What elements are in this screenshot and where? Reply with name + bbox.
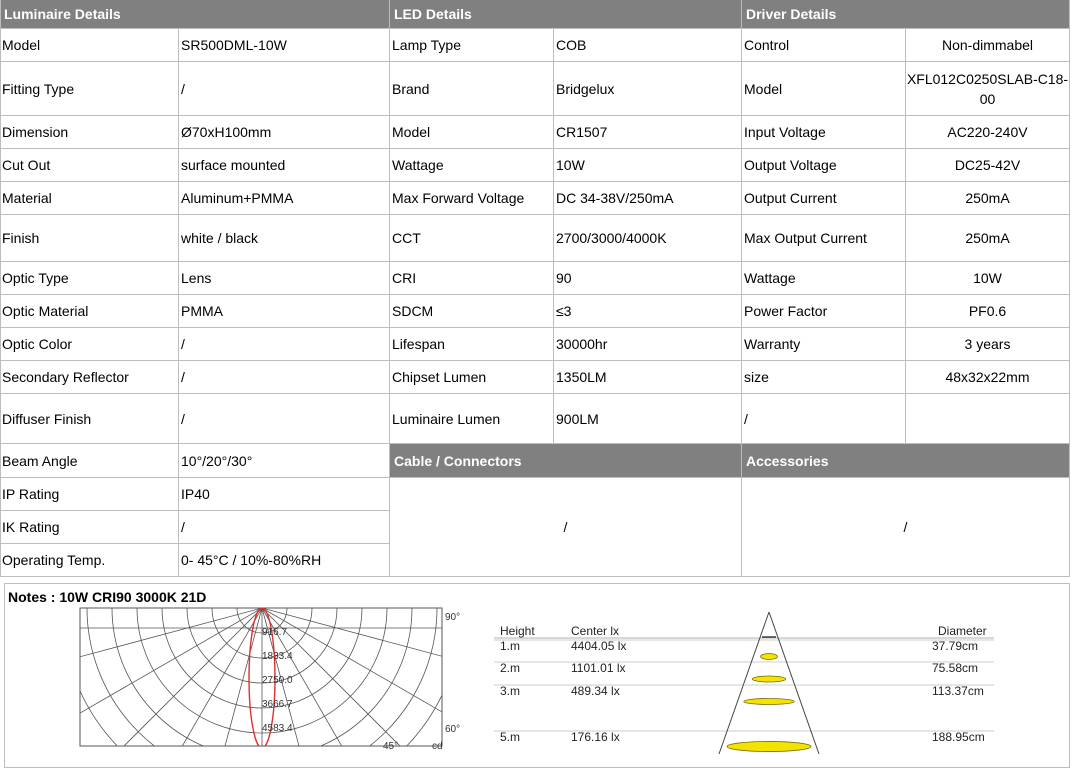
luminaire-value: SR500DML-10W <box>179 29 390 62</box>
header-driver-details: Driver Details <box>742 0 1070 29</box>
beam-height-value: 1.m <box>500 639 521 653</box>
driver-label: Warranty <box>742 328 906 361</box>
luminaire-label: IK Rating <box>0 511 179 544</box>
driver-label: Power Factor <box>742 295 906 328</box>
luminaire-label: Dimension <box>0 116 179 149</box>
driver-value <box>906 394 1070 444</box>
header-cable-connectors: Cable / Connectors <box>390 444 742 478</box>
polar-ring-label: 4583.4 <box>262 723 293 734</box>
beam-height-value: 5.m <box>500 730 521 744</box>
polar-ring-label: 916.7 <box>262 627 288 638</box>
luminaire-value: / <box>179 361 390 394</box>
led-value: 10W <box>554 149 742 182</box>
led-label: Chipset Lumen <box>390 361 554 394</box>
luminaire-value: 10°/20°/30° <box>179 444 390 478</box>
luminaire-label: Diffuser Finish <box>0 394 179 444</box>
luminaire-value: / <box>179 394 390 444</box>
polar-angle-label: 60° <box>445 724 461 735</box>
led-value: 900LM <box>554 394 742 444</box>
led-value: 2700/3000/4000K <box>554 215 742 262</box>
led-label: Max Forward Voltage <box>390 182 554 215</box>
luminaire-label: Beam Angle <box>0 444 179 478</box>
beam-center-lux: 489.34 lx <box>571 684 620 698</box>
beam-cone-edge <box>769 612 819 754</box>
led-label: Lifespan <box>390 328 554 361</box>
notes-label: Notes : 10W CRI90 3000K 21D <box>8 589 207 605</box>
beam-height-value: 2.m <box>500 661 521 675</box>
beam-center-lux: 1101.01 lx <box>571 661 626 675</box>
luminaire-label: Operating Temp. <box>0 544 179 577</box>
luminaire-value: PMMA <box>179 295 390 328</box>
driver-value: PF0.6 <box>906 295 1070 328</box>
beam-height-value: 3.m <box>500 684 521 698</box>
luminaire-label: Finish <box>0 215 179 262</box>
driver-value: 48x32x22mm <box>906 361 1070 394</box>
driver-label: size <box>742 361 906 394</box>
beam-spot <box>727 741 811 751</box>
luminaire-label: Material <box>0 182 179 215</box>
luminaire-value: Ø70xH100mm <box>179 116 390 149</box>
led-label: CCT <box>390 215 554 262</box>
beam-header-center: Center lx <box>571 624 620 638</box>
led-value: COB <box>554 29 742 62</box>
beam-center-lux: 176.16 lx <box>571 730 620 744</box>
polar-grid <box>2 604 480 754</box>
luminaire-value: 0- 45°C / 10%-80%RH <box>179 544 390 577</box>
polar-radial-line <box>11 608 262 675</box>
polar-radial-line <box>37 608 262 738</box>
driver-value: 250mA <box>906 215 1070 262</box>
luminaire-label: Optic Material <box>0 295 179 328</box>
driver-value: DC25-42V <box>906 149 1070 182</box>
luminaire-label: Fitting Type <box>0 62 179 116</box>
accessories-value: / <box>742 478 1070 577</box>
polar-ring-label: 3666.7 <box>262 699 293 710</box>
beam-header-diameter: Diameter <box>938 624 987 638</box>
header-led-details: LED Details <box>390 0 742 29</box>
luminaire-value: Aluminum+PMMA <box>179 182 390 215</box>
luminaire-value: Lens <box>179 262 390 295</box>
led-label: Lamp Type <box>390 29 554 62</box>
beam-illuminance-diagram <box>480 604 1020 754</box>
polar-radial-line <box>78 608 262 754</box>
luminaire-label: Secondary Reflector <box>0 361 179 394</box>
beam-diameter-value: 37.79cm <box>932 639 979 653</box>
polar-frame <box>80 608 442 746</box>
luminaire-value: / <box>179 328 390 361</box>
driver-value: AC220-240V <box>906 116 1070 149</box>
led-label: Luminaire Lumen <box>390 394 554 444</box>
polar-radial-line <box>262 608 480 738</box>
beam-center-lux: 4404.05 lx <box>571 639 627 653</box>
led-value: ≤3 <box>554 295 742 328</box>
polar-diagram <box>0 604 480 754</box>
driver-value: XFL012C0250SLAB-C18-00 <box>906 62 1070 116</box>
led-value: 1350LM <box>554 361 742 394</box>
led-value: CR1507 <box>554 116 742 149</box>
led-label: Model <box>390 116 554 149</box>
luminaire-label: Optic Type <box>0 262 179 295</box>
driver-label: Max Output Current <box>742 215 906 262</box>
polar-unit-label: cd <box>432 741 443 752</box>
driver-label: Control <box>742 29 906 62</box>
led-value: 90 <box>554 262 742 295</box>
led-value: Bridgelux <box>554 62 742 116</box>
beam-spot <box>761 654 778 660</box>
led-label: CRI <box>390 262 554 295</box>
polar-angle-label: 45° <box>383 741 399 752</box>
driver-label: Output Voltage <box>742 149 906 182</box>
luminaire-value: surface mounted <box>179 149 390 182</box>
driver-label: Wattage <box>742 262 906 295</box>
luminaire-value: / <box>179 62 390 116</box>
beam-diameter-value: 188.95cm <box>932 730 985 744</box>
polar-ring-label: 1833.4 <box>262 651 293 662</box>
driver-label: Input Voltage <box>742 116 906 149</box>
luminaire-value: IP40 <box>179 478 390 511</box>
cable-value: / <box>390 478 742 577</box>
beam-spot <box>744 698 794 704</box>
polar-ring-label: 2750.0 <box>262 675 293 686</box>
driver-label: Model <box>742 62 906 116</box>
beam-diameter-value: 113.37cm <box>932 684 984 698</box>
driver-value: 3 years <box>906 328 1070 361</box>
polar-angle-label: 90° <box>445 612 461 623</box>
led-label: Wattage <box>390 149 554 182</box>
luminaire-value: / <box>179 511 390 544</box>
led-label: SDCM <box>390 295 554 328</box>
beam-header-height: Height <box>500 624 535 638</box>
luminaire-label: Model <box>0 29 179 62</box>
beam-spot <box>752 676 786 682</box>
beam-cone-edge <box>719 612 769 754</box>
luminaire-label: Cut Out <box>0 149 179 182</box>
beam-diameter-value: 75.58cm <box>932 661 979 675</box>
luminaire-label: IP Rating <box>0 478 179 511</box>
header-accessories: Accessories <box>742 444 1070 478</box>
luminaire-value: white / black <box>179 215 390 262</box>
driver-value: 250mA <box>906 182 1070 215</box>
driver-label: / <box>742 394 906 444</box>
luminaire-label: Optic Color <box>0 328 179 361</box>
led-value: DC 34-38V/250mA <box>554 182 742 215</box>
led-label: Brand <box>390 62 554 116</box>
led-value: 30000hr <box>554 328 742 361</box>
driver-value: Non-dimmabel <box>906 29 1070 62</box>
driver-label: Output Current <box>742 182 906 215</box>
driver-value: 10W <box>906 262 1070 295</box>
header-luminaire-details: Luminaire Details <box>0 0 390 29</box>
